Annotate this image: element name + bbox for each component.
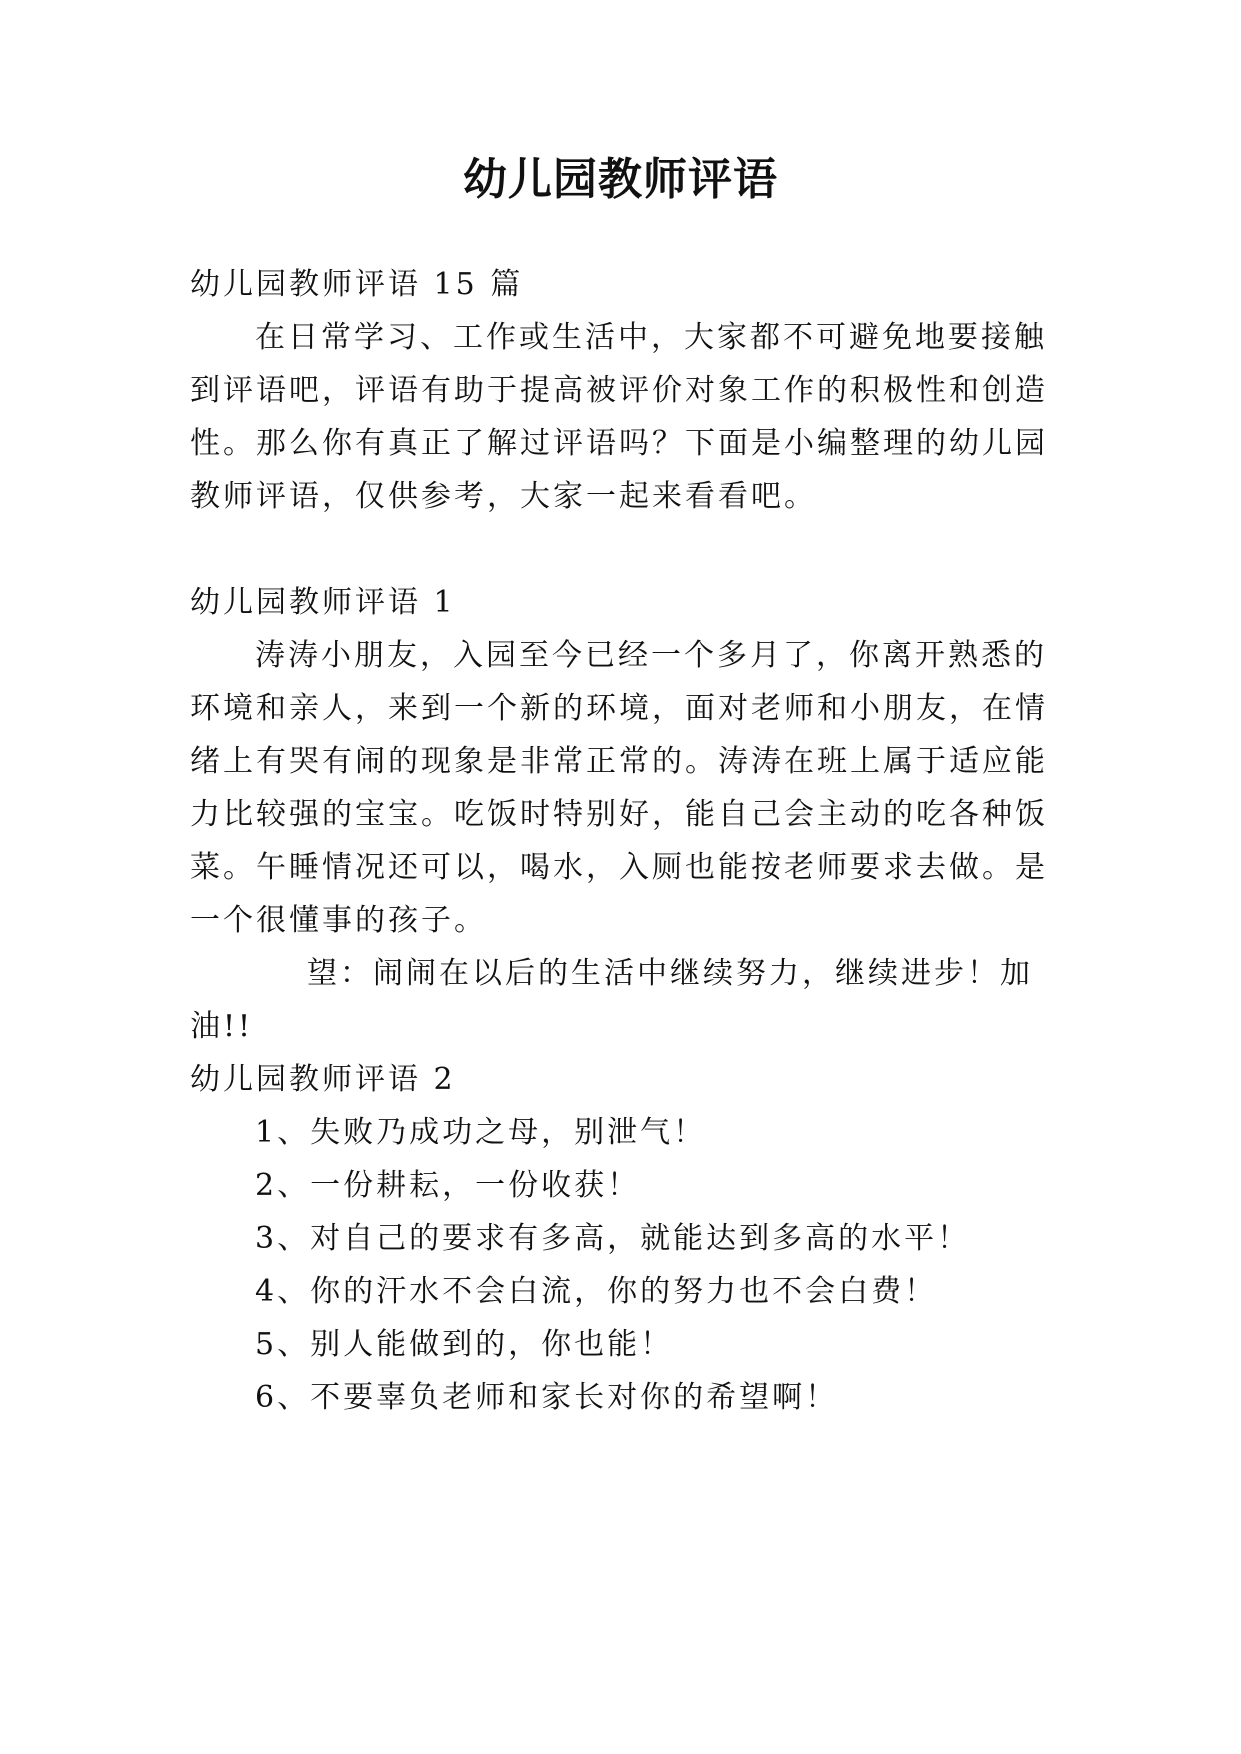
- section-heading: 幼儿园教师评语 1: [190, 585, 456, 620]
- paragraph-line: 一个很懂事的孩子。: [190, 903, 487, 938]
- paragraph-line: 力比较强的宝宝。吃饭时特别好，能自己会主动的吃各种饭: [190, 797, 1048, 832]
- wish-line: 望：闹闹在以后的生活中继续努力，继续进步！加: [307, 956, 1033, 991]
- intro-line: 在日常学习、工作或生活中，大家都不可避免地要接触: [255, 320, 1047, 355]
- document-title: 幼儿园教师评语: [463, 154, 778, 205]
- document-subtitle: 幼儿园教师评语 15 篇: [190, 267, 524, 302]
- list-item: 3、对自己的要求有多高，就能达到多高的水平！: [255, 1221, 971, 1256]
- list-item: 6、不要辜负老师和家长对你的希望啊！: [255, 1380, 839, 1415]
- paragraph-line: 菜。午睡情况还可以，喝水，入厕也能按老师要求去做。是: [190, 850, 1048, 885]
- paragraph-line: 绪上有哭有闹的现象是非常正常的。涛涛在班上属于适应能: [190, 744, 1048, 779]
- list-item: 1、失败乃成功之母，别泄气！: [255, 1115, 707, 1150]
- list-item: 4、你的汗水不会白流，你的努力也不会白费！: [255, 1274, 938, 1309]
- intro-line: 性。那么你有真正了解过评语吗？下面是小编整理的幼儿园: [190, 426, 1048, 461]
- paragraph-line: 环境和亲人，来到一个新的环境，面对老师和小朋友，在情: [190, 691, 1048, 726]
- intro-line: 教师评语，仅供参考，大家一起来看看吧。: [190, 479, 817, 514]
- list-item: 5、别人能做到的，你也能！: [255, 1327, 674, 1362]
- intro-line: 到评语吧，评语有助于提高被评价对象工作的积极性和创造: [190, 373, 1048, 408]
- section-heading: 幼儿园教师评语 2: [190, 1062, 456, 1097]
- wish-line: 油!!: [190, 1009, 254, 1044]
- paragraph-line: 涛涛小朋友，入园至今已经一个多月了，你离开熟悉的: [255, 638, 1047, 673]
- list-item: 2、一份耕耘，一份收获！: [255, 1168, 641, 1203]
